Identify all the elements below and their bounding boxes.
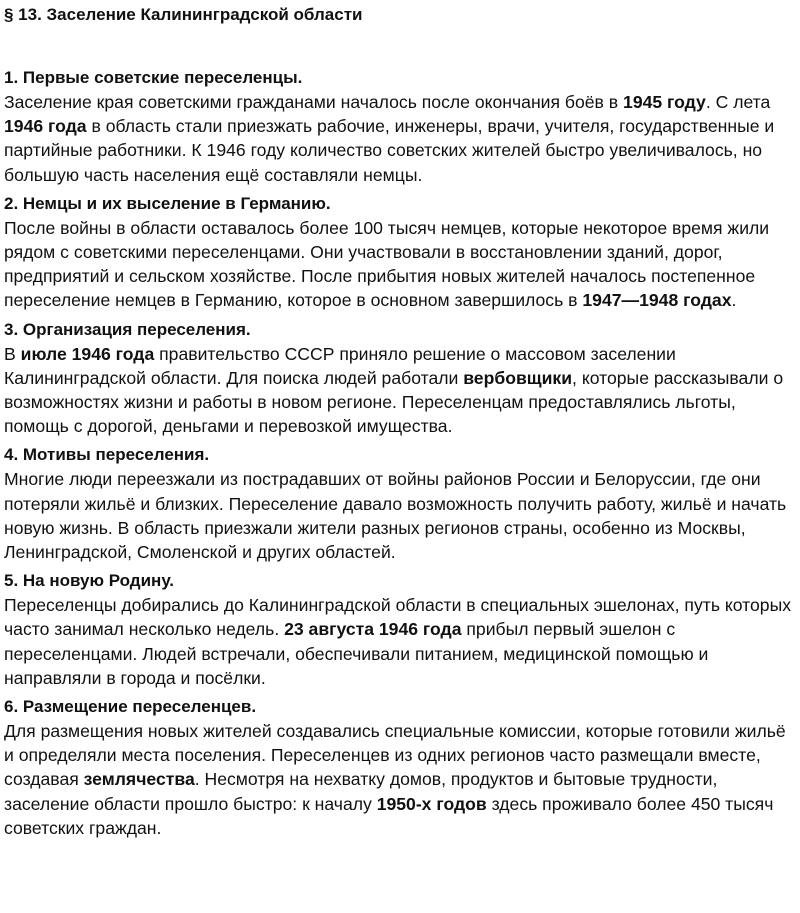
emphasis-text: 1945 году [623, 92, 706, 112]
body-text: здесь проживало более 450 тысяч советских граждан. [4, 793, 774, 838]
section-heading: 6. Размещение переселенцев. [4, 697, 257, 717]
emphasis-text: вербовщики [463, 367, 573, 388]
body-text: Многие люди переезжали из пострадавших от войны районов России и Белоруссии, где они потеряли жильё и близких. Переселение давало возможность получить работу, жильё и начать новую жизнь. В область приезжали жители разных регионов страны, особенно из Москвы, Ленинградской, Смоленской и других областей. [4, 469, 787, 563]
section-5 [4, 569, 798, 690]
section-paragraph [4, 467, 798, 564]
body-text: Заселение края советскими гражданами началось после окончания боёв в [4, 92, 624, 112]
body-text: . Несмотря на нехватку домов, продуктов и бытовые трудности, заселение области прошло быстро: к началу [4, 769, 718, 814]
emphasis-text: 1947—1948 годах [582, 290, 732, 311]
section-paragraph [4, 719, 798, 840]
body-text: Для размещения новых жителей создавались специальные комиссии, которые готовили жильё и определяли места поселения. Переселенцев из одних регионов часто размещали вместе, создавая [4, 721, 786, 790]
section-6 [4, 695, 798, 840]
section-paragraph [4, 342, 798, 439]
section-heading: 3. Организация переселения. [4, 319, 251, 339]
body-text: в область стали приезжать рабочие, инженеры, врачи, учителя, государственные и партийные работники. К 1946 году количество советских жителей быстро увеличивалось, но большую часть населения ещё составляли немцы. [4, 116, 775, 185]
section-heading: 5. На новую Родину. [4, 571, 174, 591]
body-text: прибыл первый эшелон с переселенцами. Людей встречали, обеспечивали питанием, медицинской помощью и направляли в города и посёлки. [4, 619, 709, 688]
emphasis-text: 23 августа 1946 года [284, 619, 462, 640]
section-heading: 1. Первые советские переселенцы. [4, 68, 303, 87]
body-text: правительство СССР приняло решение о массовом заселении Калининградской области. Для поиска людей работали [4, 343, 676, 388]
body-text: . [731, 290, 737, 311]
body-text: После войны в области оставалось более 100 тысяч немцев, которые некоторое время жили рядом с советскими переселенцами. Они участвовали в восстановлении зданий, дорог, предприятий и сельском хозяйстве. После прибытия новых жителей началось постепенное переселение немцев в Германию, которое в основном завершилось в [4, 217, 770, 311]
emphasis-text: июле 1946 года [20, 343, 155, 364]
page-title: § 13. Заселение Калининградской области [4, 5, 363, 24]
section-heading: 2. Немцы и их выселение в Германию. [4, 193, 331, 213]
emphasis-text: землячества [83, 769, 195, 790]
body-text: . С лета [705, 92, 771, 112]
emphasis-text: 1946 года [4, 116, 87, 137]
body-text: Переселенцы добирались до Калининградской области в специальных эшелонах, путь которых часто занимал несколько недель. [4, 595, 792, 640]
section-paragraph [4, 90, 798, 187]
sections-container [4, 66, 798, 845]
emphasis-text: 1950-х годов [376, 793, 487, 814]
section-heading: 4. Мотивы переселения. [4, 445, 210, 465]
body-text: В [4, 343, 21, 364]
section-2 [4, 192, 798, 313]
section-paragraph [4, 593, 798, 690]
section-3 [4, 318, 798, 439]
section-paragraph [4, 216, 798, 313]
body-text: , которые рассказывали о возможностях жизни и работы в новом регионе. Переселенцам предоставлялись льготы, помощь с дорогой, деньгами и перевозкой имущества. [4, 367, 784, 437]
section-1 [4, 66, 798, 187]
section-4 [4, 443, 798, 564]
